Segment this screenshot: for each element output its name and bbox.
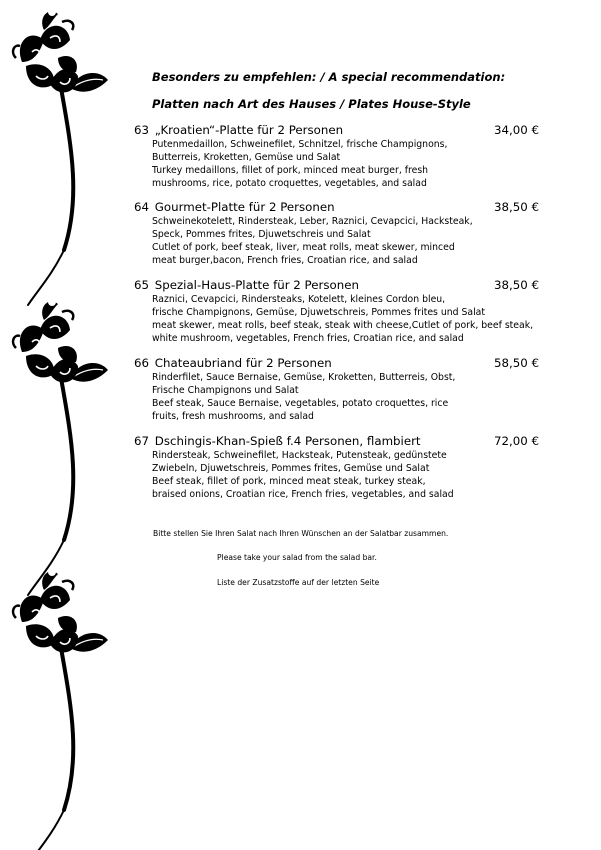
description-line: Frische Champignons und Salat	[152, 385, 299, 396]
salad-bar-note-german: Bitte stellen Sie Ihren Salat nach Ihren Wünschen an der Salatbar zusammen.	[153, 529, 449, 538]
flower-ornament-middle	[0, 290, 115, 600]
description-line: Zwiebeln, Djuwetschreis, Pommes frites, Gemüse und Salat	[152, 463, 430, 474]
item-name: „Kroatien“-Platte für 2 Personen	[154, 123, 344, 137]
description-line: meat skewer, meat rolls, beef steak, steak with cheese,Cutlet of pork, beef steak,	[152, 320, 534, 331]
item-name: Dschingis-Khan-Spieß f.4 Personen, flambiert	[154, 434, 421, 448]
menu-item-66	[134, 356, 539, 423]
description-line: meat burger,bacon, French fries, Croatian rice, and salad	[152, 255, 418, 266]
additives-note: Liste der Zusatzstoffe auf der letzten Seite	[217, 578, 380, 587]
item-price: 38,50 €	[493, 200, 539, 214]
item-price: 72,00 €	[493, 434, 539, 448]
item-number: 67	[134, 434, 150, 448]
description-line: fruits, fresh mushrooms, and salad	[152, 411, 314, 422]
salad-bar-note-english: Please take your salad from the salad bar.	[217, 553, 377, 562]
item-description	[152, 371, 539, 423]
menu-item-64	[134, 200, 539, 267]
item-name: Chateaubriand für 2 Personen	[154, 356, 332, 370]
description-line: mushrooms, rice, potato croquettes, vegetables, and salad	[152, 178, 427, 189]
item-price: 58,50 €	[493, 356, 539, 370]
item-description	[152, 293, 539, 345]
description-line: Beef steak, fillet of pork, minced meat steak, turkey steak,	[152, 476, 426, 487]
description-line: white mushroom, vegetables, French fries, Croatian rice, and salad	[152, 333, 464, 344]
description-line: Putenmedaillon, Schweinefilet, Schnitzel, frische Champignons,	[152, 139, 448, 150]
item-description	[152, 215, 539, 267]
item-description	[152, 138, 539, 190]
description-line: Turkey medaillons, fillet of pork, minced meat burger, fresh	[152, 165, 429, 176]
description-line: Cutlet of pork, beef steak, liver, meat rolls, meat skewer, minced	[152, 242, 455, 253]
item-description	[152, 449, 539, 501]
item-price: 34,00 €	[493, 123, 539, 137]
item-number: 63	[134, 123, 150, 137]
recommendation-heading: Besonders zu empfehlen: / A special recommendation:	[152, 70, 506, 84]
platters-heading: Platten nach Art des Hauses / Plates House-Style	[152, 97, 471, 111]
description-line: Speck, Pommes frites, Djuwetschreis und Salat	[152, 229, 371, 240]
flower-ornament-bottom	[0, 560, 115, 850]
description-line: Raznici, Cevapcici, Rindersteaks, Kotelett, kleines Cordon bleu,	[152, 294, 446, 305]
item-number: 66	[134, 356, 150, 370]
item-price: 38,50 €	[493, 278, 539, 292]
description-line: frische Champignons, Gemüse, Djuwetschreis, Pommes frites und Salat	[152, 307, 486, 318]
flower-ornament-top	[0, 0, 115, 310]
menu-item-67	[134, 434, 539, 501]
description-line: Rindersteak, Schweinefilet, Hacksteak, Putensteak, gedünstete	[152, 450, 447, 461]
menu-item-63	[134, 123, 539, 190]
item-number: 65	[134, 278, 150, 292]
item-number: 64	[134, 200, 150, 214]
item-name: Gourmet-Platte für 2 Personen	[154, 200, 335, 214]
description-line: Rinderfilet, Sauce Bernaise, Gemüse, Kroketten, Butterreis, Obst,	[152, 372, 456, 383]
item-name: Spezial-Haus-Platte für 2 Personen	[154, 278, 359, 292]
description-line: Beef steak, Sauce Bernaise, vegetables, potato croquettes, rice	[152, 398, 449, 409]
menu-item-65	[134, 278, 539, 345]
description-line: Butterreis, Kroketten, Gemüse und Salat	[152, 152, 341, 163]
description-line: braised onions, Croatian rice, French fries, vegetables, and salad	[152, 489, 454, 500]
description-line: Schweinekotelett, Rindersteak, Leber, Raznici, Cevapcici, Hacksteak,	[152, 216, 473, 227]
